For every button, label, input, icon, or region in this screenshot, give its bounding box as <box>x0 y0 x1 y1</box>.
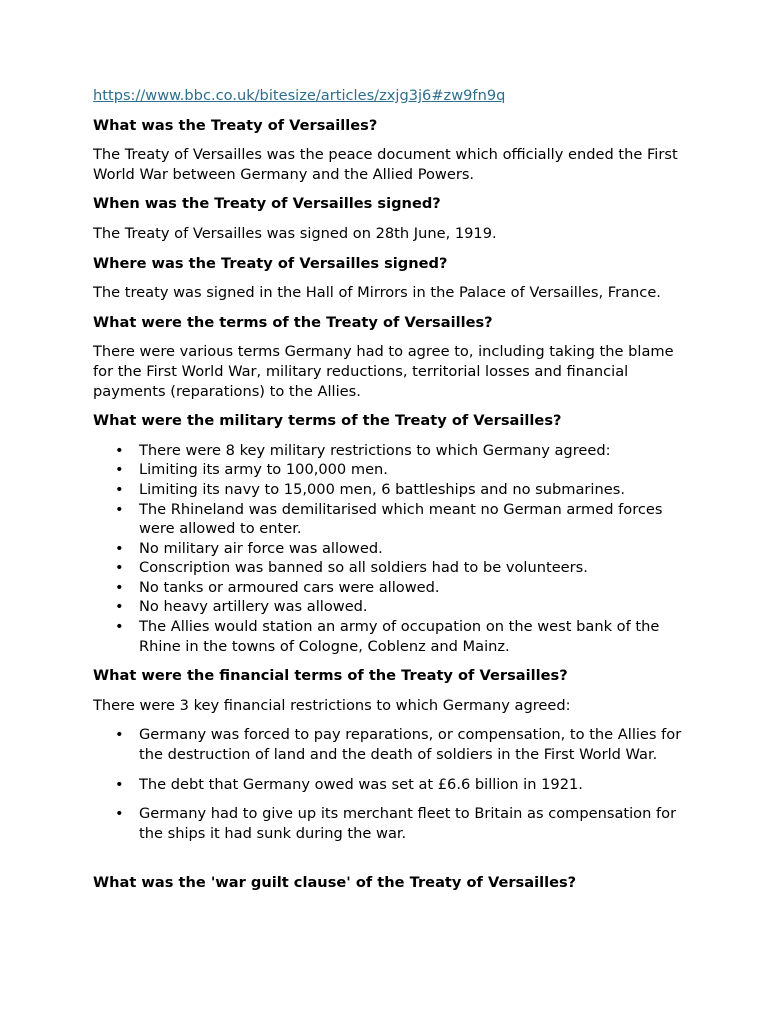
heading-war-guilt: What was the 'war guilt clause' of the Treaty of Versailles? <box>93 874 577 891</box>
source-link[interactable]: https://www.bbc.co.uk/bitesize/articles/zxjg3j6#zw9fn9q <box>93 87 506 104</box>
list-item: • The debt that Germany owed was set at £6.6 billion in 1921. <box>139 775 688 795</box>
list-item: • Germany had to give up its merchant fleet to Britain as compensation for the ships it had sunk during the war. <box>139 804 688 843</box>
paragraph-when: The Treaty of Versailles was signed on 28th June, 1919. <box>93 224 497 242</box>
list-item: • Limiting its navy to 15,000 men, 6 battleships and no submarines. <box>139 480 688 500</box>
heading-what: What was the Treaty of Versailles? <box>93 116 378 134</box>
paragraph-financial-intro: There were 3 key financial restrictions to which Germany agreed: <box>93 696 571 714</box>
list-item: • No military air force was allowed. <box>139 539 688 559</box>
paragraph-what: The Treaty of Versailles was the peace document which officially ended the First World War between Germany and the Allied Powers. <box>93 146 678 183</box>
list-item: • Conscription was banned so all soldiers had to be volunteers. <box>139 558 688 578</box>
heading-financial: What were the financial terms of the Treaty of Versailles? <box>93 667 568 685</box>
list-item: • The Allies would station an army of occupation on the west bank of the Rhine in the towns of Cologne, Coblenz and Mainz. <box>139 617 688 656</box>
list-item: • There were 8 key military restrictions to which Germany agreed: <box>139 441 688 461</box>
list-item: • The Rhineland was demilitarised which meant no German armed forces were allowed to enter. <box>139 500 688 539</box>
list-item: • No heavy artillery was allowed. <box>139 597 688 617</box>
blank-line <box>93 853 688 873</box>
paragraph-where: The treaty was signed in the Hall of Mirrors in the Palace of Versailles, France. <box>93 284 661 302</box>
military-terms-list <box>93 441 688 657</box>
list-item: • No tanks or armoured cars were allowed. <box>139 578 688 598</box>
heading-where: Where was the Treaty of Versailles signed? <box>93 254 448 272</box>
financial-terms-list <box>93 725 688 843</box>
paragraph-terms: There were various terms Germany had to agree to, including taking the blame for the First World War, military reductions, territorial losses and financial payments (reparations) to the Allies. <box>93 343 674 400</box>
heading-military: What were the military terms of the Treaty of Versailles? <box>93 412 562 430</box>
list-item: • Germany was forced to pay reparations, or compensation, to the Allies for the destruction of land and the death of soldiers in the First World War. <box>139 725 688 764</box>
list-item: • Limiting its army to 100,000 men. <box>139 460 688 480</box>
heading-terms: What were the terms of the Treaty of Versailles? <box>93 313 493 331</box>
heading-when: When was the Treaty of Versailles signed? <box>93 195 441 213</box>
